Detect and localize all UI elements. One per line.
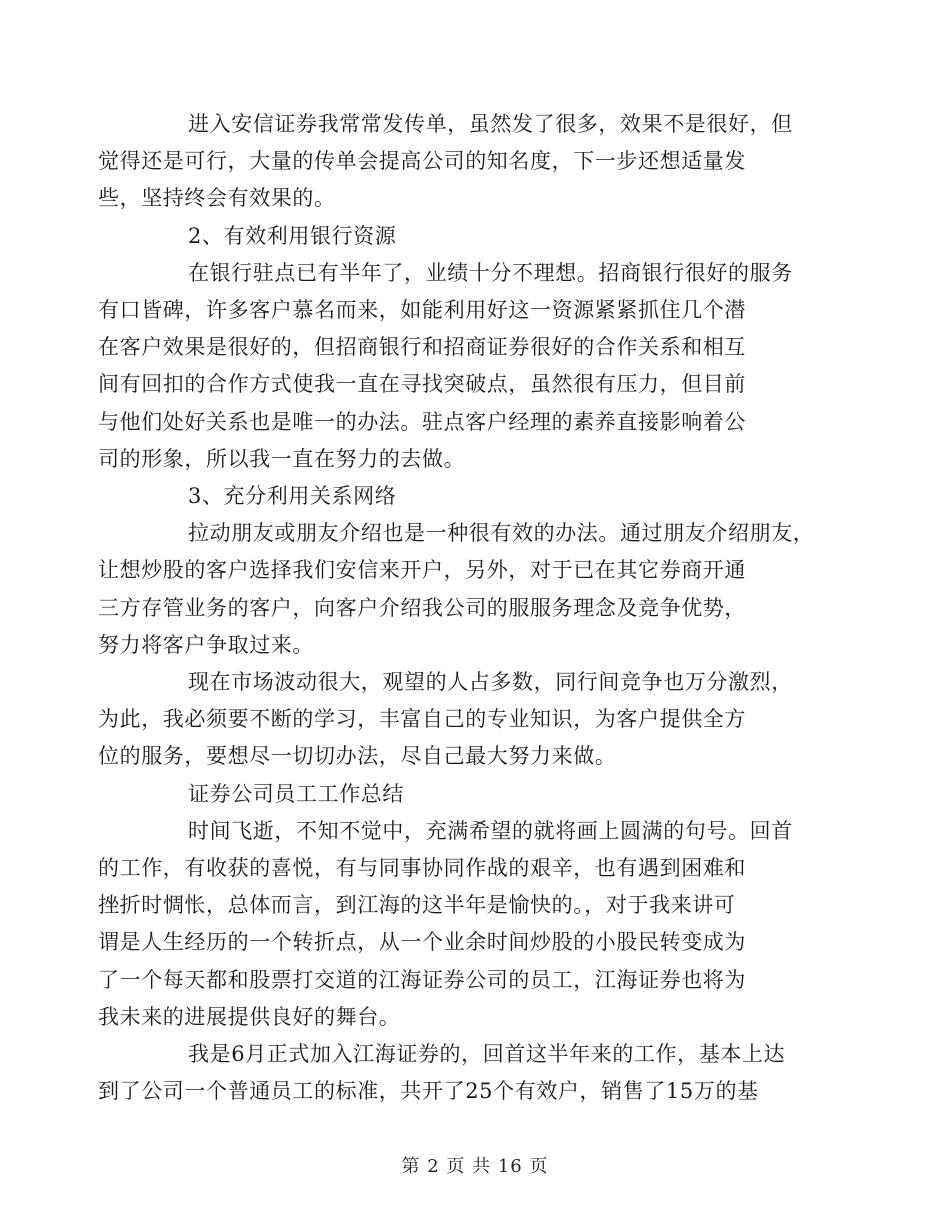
text-line: 有口皆碑，许多客户慕名而来，如能利用好这一资源紧紧抓住几个潜 bbox=[98, 298, 746, 323]
text-line: 间有回扣的合作方式使我一直在寻找突破点，虽然很有压力，但目前 bbox=[98, 372, 746, 397]
text-line: 努力将客户争取过来。 bbox=[98, 632, 314, 657]
paragraph bbox=[98, 255, 807, 478]
text-line: 为此，我必须要不断的学习，丰富自己的专业知识，为客户提供全方 bbox=[98, 707, 746, 732]
paragraph bbox=[98, 813, 807, 1036]
text-line: 位的服务，要想尽一切切办法，尽自己最大努力来做。 bbox=[98, 744, 617, 769]
text-line: 谓是人生经历的一个转折点，从一个业余时间炒股的小股民转变成为 bbox=[98, 930, 746, 955]
section-heading: 2、有效利用银行资源 bbox=[188, 223, 397, 248]
text-line: 进入安信证券我常常发传单，虽然发了很多，效果不是很好，但 bbox=[188, 112, 793, 136]
paragraph bbox=[98, 515, 815, 664]
text-line: 在客户效果是很好的，但招商银行和招商证券很好的合作关系和相互 bbox=[98, 335, 746, 360]
text-line: 司的形象，所以我一直在努力的去做。 bbox=[98, 446, 466, 471]
text-line: 挫折时惆怅，总体而言，到江海的这半年是愉快的。，对于我来讲可 bbox=[98, 893, 736, 918]
page-number-footer: 第 2 页 共 16 页 bbox=[401, 1156, 549, 1177]
section-heading: 3、充分利用关系网络 bbox=[188, 484, 397, 509]
text-line: 与他们处好关系也是唯一的办法。驻点客户经理的素养直接影响着公 bbox=[98, 409, 746, 434]
paragraph bbox=[98, 664, 807, 776]
paragraph bbox=[98, 1036, 807, 1110]
text-line: 三方存管业务的客户，向客户介绍我公司的服服务理念及竞争优势， bbox=[98, 595, 746, 620]
text-line: 我是6月正式加入江海证券的，回首这半年来的工作，基本上达 bbox=[188, 1042, 786, 1067]
text-line: 到了公司一个普通员工的标准，共开了25个有效户，销售了15万的基 bbox=[98, 1079, 759, 1104]
text-line: 的工作，有收获的喜悦，有与同事协同作战的艰辛，也有遇到困难和 bbox=[98, 856, 746, 881]
text-line: 现在市场波动很大，观望的人占多数，同行间竞争也万分激烈， bbox=[188, 670, 793, 695]
text-line: 我未来的进展提供良好的舞台。 bbox=[98, 1004, 401, 1029]
text-line: 让想炒股的客户选择我们安信来开户，另外，对于已在其它券商开通 bbox=[98, 558, 746, 583]
text-line: 些，坚持终会有效果的。 bbox=[98, 186, 336, 211]
text-line: 了一个每天都和股票打交道的江海证券公司的员工，江海证券也将为 bbox=[98, 967, 746, 992]
text-line: 拉动朋友或朋友介绍也是一种很有效的办法。通过朋友介绍朋友， bbox=[188, 521, 815, 546]
text-line: 在银行驻点已有半年了，业绩十分不理想。招商银行很好的服务 bbox=[188, 260, 793, 285]
document-body bbox=[98, 106, 815, 1110]
text-line: 觉得还是可行，大量的传单会提高公司的知名度，下一步还想适量发 bbox=[98, 149, 746, 174]
text-line: 时间飞逝，不知不觉中，充满希望的就将画上圆满的句号。回首 bbox=[188, 818, 793, 843]
section-heading: 证券公司员工工作总结 bbox=[188, 781, 404, 806]
paragraph bbox=[98, 106, 807, 218]
